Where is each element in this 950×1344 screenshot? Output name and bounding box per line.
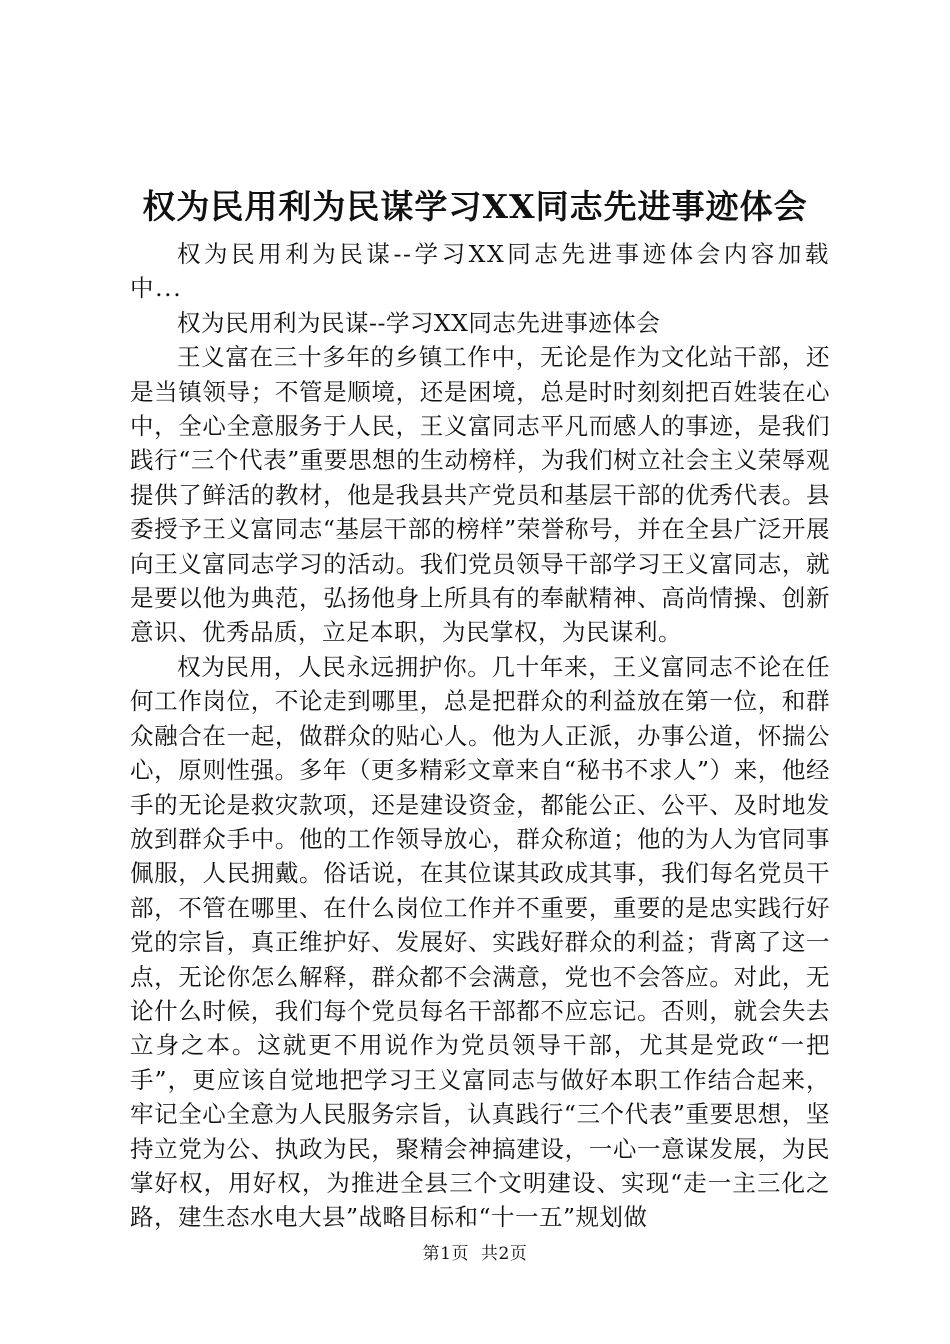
document-body <box>130 237 830 1235</box>
subtitle-paragraph: 权为民用利为民谋--学习XX同志先进事迹体会 <box>177 308 661 337</box>
body-paragraph-2: 权为民用，人民永远拥护你。几十年来，王义富同志不论在任何工作岗位，不论走到哪里，总是把群众的利益放在第一位，和群众融合在一起，做群众的贴心人。他为人正派，办事公道，怀揣公心，原则性强。多年（更多精彩文章来自“秘书不求人”）来，他经手的无论是救灾款项，还是建设资金，都能公正、公平、及时地发放到群众手中。他的工作领导放心，群众称道；他的为人为官同事佩服，人民拥戴。俗话说，在其位谋其政成其事，我们每名党员干部，不管在哪里、在什么岗位工作并不重要，重要的是忠实践行好党的宗旨，真正维护好、发展好、实践好群众的利益；背离了这一点，无论你怎么解释，群众都不会满意，党也不会答应。对此，无论什么时候，我们每个党员每名干部都不应忘记。否则，就会失去立身之本。这就更不用说作为党员领导干部，尤其是党政“一把手”，更应该自觉地把学习王义富同志与做好本职工作结合起来，牢记全心全意为人民服务宗旨，认真践行“三个代表”重要思想，坚持立党为公、执政为民，聚精会神搞建设，一心一意谋发展，为民掌好权，用好权，为推进全县三个文明建设、实现“走一主三化之路，建生态水电大县”战略目标和“十一五”规划做 <box>130 652 830 1232</box>
body-paragraph-1: 王义富在三十多年的乡镇工作中，无论是作为文化站干部，还是当镇领导；不管是顺境，还是困境，总是时时刻刻把百姓装在心中，全心全意服务于人民，王义富同志平凡而感人的事迹，是我们践行“三个代表”重要思想的生动榜样，为我们树立社会主义荣辱观提供了鲜活的教材，他是我县共产党员和基层干部的优秀代表。县委授予王义富同志“基层干部的榜样”荣誉称号，并在全县广泛开展向王义富同志学习的活动。我们党员领导干部学习王义富同志，就是要以他为典范，弘扬他身上所具有的奉献精神、高尚情操、创新意识、优秀品质，立足本职，为民掌权，为民谋利。 <box>130 343 830 647</box>
intro-paragraph: 权为民用利为民谋--学习XX同志先进事迹体会内容加载中... <box>130 240 830 303</box>
page-footer <box>0 1242 950 1266</box>
page-number: 第1页 <box>422 1244 469 1264</box>
document-title: 权为民用利为民谋学习XX同志先进事迹体会 <box>142 187 808 226</box>
page-total: 共2页 <box>481 1244 528 1264</box>
